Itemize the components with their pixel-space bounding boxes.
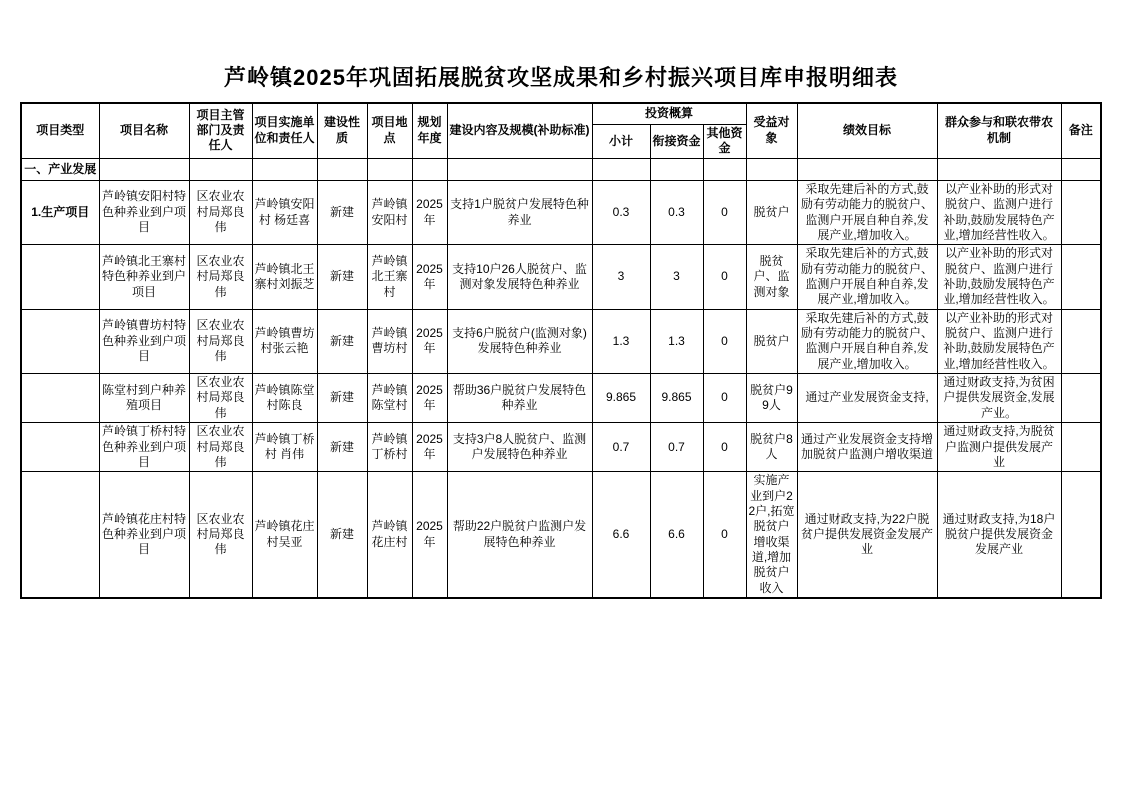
cell-beneficiary: 实施产业到户22户,拓宽脱贫户增收渠道,增加脱贫户收入 (746, 472, 797, 598)
cell-location: 芦岭镇陈堂村 (367, 374, 412, 423)
cell-name: 芦岭镇丁桥村特色种养业到户项目 (99, 423, 189, 472)
cell-location: 芦岭镇安阳村 (367, 180, 412, 244)
cell-subtotal: 3 (592, 245, 650, 309)
col-header-subtotal: 小计 (592, 125, 650, 159)
cell-name: 芦岭镇花庄村特色种养业到户项目 (99, 472, 189, 598)
table-row (21, 423, 1101, 472)
cell-location: 芦岭镇曹坊村 (367, 309, 412, 373)
empty-cell (99, 158, 189, 180)
cell-name: 陈堂村到户种养殖项目 (99, 374, 189, 423)
cell-other-fund: 0 (703, 374, 746, 423)
empty-cell (650, 158, 703, 180)
cell-performance: 采取先建后补的方式,鼓励有劳动能力的脱贫户、监测户开展自种自养,发展产业,增加收入。 (797, 309, 937, 373)
table-row (21, 245, 1101, 309)
cell-impl: 芦岭镇北王寨村刘振芝 (252, 245, 317, 309)
cell-name: 芦岭镇曹坊村特色种养业到户项目 (99, 309, 189, 373)
col-header-other-fund: 其他资金 (703, 125, 746, 159)
col-header-project-name: 项目名称 (99, 103, 189, 159)
cell-subtotal: 0.3 (592, 180, 650, 244)
cell-location: 芦岭镇花庄村 (367, 472, 412, 598)
cell-remark (1061, 309, 1101, 373)
cell-year: 2025年 (412, 245, 447, 309)
cell-other-fund: 0 (703, 423, 746, 472)
cell-content: 支持10户26人脱贫户、监测对象发展特色种养业 (447, 245, 592, 309)
empty-cell (412, 158, 447, 180)
section-label: 一、产业发展 (21, 158, 99, 180)
cell-subtotal: 6.6 (592, 472, 650, 598)
cell-impl: 芦岭镇曹坊村张云艳 (252, 309, 317, 373)
table-header (21, 103, 1101, 159)
table-row (21, 180, 1101, 244)
cell-dept: 区农业农村局郑良伟 (189, 245, 252, 309)
cell-performance: 通过财政支持,为22户脱贫户提供发展资金发展产业 (797, 472, 937, 598)
cell-year: 2025年 (412, 309, 447, 373)
cell-type (21, 472, 99, 598)
col-header-location: 项目地点 (367, 103, 412, 159)
cell-type (21, 423, 99, 472)
col-header-year: 规划年度 (412, 103, 447, 159)
cell-mechanism: 以产业补助的形式对脱贫户、监测户进行补助,鼓励发展特色产业,增加经营性收入。 (937, 245, 1061, 309)
cell-location: 芦岭镇北王寨村 (367, 245, 412, 309)
cell-remark (1061, 472, 1101, 598)
cell-type (21, 374, 99, 423)
col-header-dept: 项目主管部门及责任人 (189, 103, 252, 159)
empty-cell (592, 158, 650, 180)
col-header-investment-group: 投资概算 (592, 103, 746, 125)
cell-link-fund: 3 (650, 245, 703, 309)
cell-remark (1061, 423, 1101, 472)
projects-table (20, 102, 1102, 600)
col-header-remark: 备注 (1061, 103, 1101, 159)
cell-nature: 新建 (317, 472, 367, 598)
cell-dept: 区农业农村局郑良伟 (189, 180, 252, 244)
col-header-impl: 项目实施单位和责任人 (252, 103, 317, 159)
cell-content: 帮助36户脱贫户发展特色种养业 (447, 374, 592, 423)
cell-year: 2025年 (412, 472, 447, 598)
cell-remark (1061, 180, 1101, 244)
cell-nature: 新建 (317, 180, 367, 244)
cell-subtotal: 1.3 (592, 309, 650, 373)
cell-link-fund: 9.865 (650, 374, 703, 423)
cell-nature: 新建 (317, 309, 367, 373)
cell-content: 支持1户脱贫户发展特色种养业 (447, 180, 592, 244)
cell-link-fund: 0.7 (650, 423, 703, 472)
cell-subtotal: 9.865 (592, 374, 650, 423)
cell-other-fund: 0 (703, 472, 746, 598)
col-header-content: 建设内容及规模(补助标准) (447, 103, 592, 159)
cell-nature: 新建 (317, 374, 367, 423)
table-row (21, 309, 1101, 373)
cell-dept: 区农业农村局郑良伟 (189, 472, 252, 598)
cell-type (21, 309, 99, 373)
cell-performance: 采取先建后补的方式,鼓励有劳动能力的脱贫户、监测户开展自种自养,发展产业,增加收入。 (797, 245, 937, 309)
empty-cell (447, 158, 592, 180)
cell-name: 芦岭镇北王寨村特色种养业到户项目 (99, 245, 189, 309)
cell-performance: 通过产业发展资金支持增加脱贫户监测户增收渠道 (797, 423, 937, 472)
empty-cell (189, 158, 252, 180)
cell-year: 2025年 (412, 423, 447, 472)
cell-other-fund: 0 (703, 309, 746, 373)
cell-content: 帮助22户脱贫户监测户发展特色种养业 (447, 472, 592, 598)
cell-impl: 芦岭镇丁桥村 肖伟 (252, 423, 317, 472)
col-header-beneficiary: 受益对象 (746, 103, 797, 159)
cell-other-fund: 0 (703, 245, 746, 309)
cell-type (21, 245, 99, 309)
empty-cell (317, 158, 367, 180)
table-body (21, 158, 1101, 598)
cell-remark (1061, 374, 1101, 423)
cell-nature: 新建 (317, 245, 367, 309)
cell-impl: 芦岭镇陈堂村陈良 (252, 374, 317, 423)
cell-name: 芦岭镇安阳村特色种养业到户项目 (99, 180, 189, 244)
cell-content: 支持6户脱贫户(监测对象)发展特色种养业 (447, 309, 592, 373)
cell-type: 1.生产项目 (21, 180, 99, 244)
empty-cell (937, 158, 1061, 180)
cell-link-fund: 0.3 (650, 180, 703, 244)
cell-year: 2025年 (412, 180, 447, 244)
cell-beneficiary: 脱贫户99人 (746, 374, 797, 423)
table-row (21, 472, 1101, 598)
cell-beneficiary: 脱贫户 (746, 180, 797, 244)
empty-cell (797, 158, 937, 180)
empty-cell (703, 158, 746, 180)
cell-dept: 区农业农村局郑良伟 (189, 423, 252, 472)
cell-mechanism: 以产业补助的形式对脱贫户、监测户进行补助,鼓励发展特色产业,增加经营性收入。 (937, 309, 1061, 373)
cell-link-fund: 1.3 (650, 309, 703, 373)
cell-link-fund: 6.6 (650, 472, 703, 598)
cell-location: 芦岭镇丁桥村 (367, 423, 412, 472)
cell-nature: 新建 (317, 423, 367, 472)
cell-beneficiary: 脱贫户8人 (746, 423, 797, 472)
cell-performance: 通过产业发展资金支持, (797, 374, 937, 423)
empty-cell (252, 158, 317, 180)
cell-beneficiary: 脱贫户 (746, 309, 797, 373)
col-header-project-type: 项目类型 (21, 103, 99, 159)
empty-cell (746, 158, 797, 180)
col-header-mechanism: 群众参与和联农带农机制 (937, 103, 1061, 159)
empty-cell (367, 158, 412, 180)
col-header-performance: 绩效目标 (797, 103, 937, 159)
cell-subtotal: 0.7 (592, 423, 650, 472)
cell-mechanism: 通过财政支持,为贫困户提供发展资金,发展产业。 (937, 374, 1061, 423)
cell-content: 支持3户8人脱贫户、监测户发展特色种养业 (447, 423, 592, 472)
cell-dept: 区农业农村局郑良伟 (189, 309, 252, 373)
table-row (21, 374, 1101, 423)
cell-mechanism: 通过财政支持,为18户脱贫户提供发展资金发展产业 (937, 472, 1061, 598)
cell-year: 2025年 (412, 374, 447, 423)
page-title: 芦岭镇2025年巩固拓展脱贫攻坚成果和乡村振兴项目库申报明细表 (224, 65, 898, 90)
cell-beneficiary: 脱贫户、监测对象 (746, 245, 797, 309)
cell-remark (1061, 245, 1101, 309)
cell-mechanism: 以产业补助的形式对脱贫户、监测户进行补助,鼓励发展特色产业,增加经营性收入。 (937, 180, 1061, 244)
cell-dept: 区农业农村局郑良伟 (189, 374, 252, 423)
cell-mechanism: 通过财政支持,为脱贫户监测户提供发展产业 (937, 423, 1061, 472)
cell-impl: 芦岭镇花庄村吴亚 (252, 472, 317, 598)
col-header-link-fund: 衔接资金 (650, 125, 703, 159)
cell-performance: 采取先建后补的方式,鼓励有劳动能力的脱贫户、监测户开展自种自养,发展产业,增加收入。 (797, 180, 937, 244)
cell-impl: 芦岭镇安阳村 杨廷喜 (252, 180, 317, 244)
empty-cell (1061, 158, 1101, 180)
col-header-nature: 建设性质 (317, 103, 367, 159)
cell-other-fund: 0 (703, 180, 746, 244)
section-row (21, 158, 1101, 180)
